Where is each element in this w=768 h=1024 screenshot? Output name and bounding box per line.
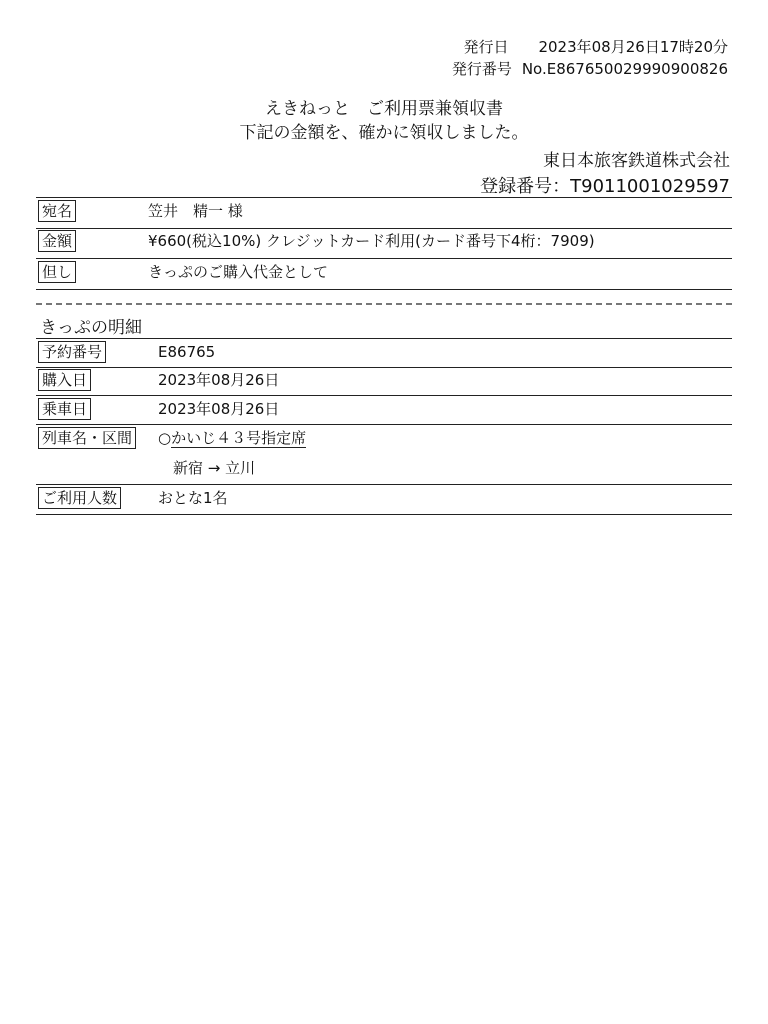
train-section-label: 列車名・区間 bbox=[38, 427, 136, 449]
receipt-title: えきねっと ご利用票兼領収書 bbox=[265, 99, 503, 119]
train-section-row bbox=[36, 425, 732, 485]
section-divider bbox=[36, 303, 732, 305]
purchase-date-value: 2023年08月26日 bbox=[158, 371, 280, 389]
reservation-row bbox=[36, 338, 732, 368]
boarding-date-label: 乗車日 bbox=[38, 398, 91, 420]
addressee-row bbox=[36, 197, 732, 229]
issue-number-line bbox=[452, 58, 728, 79]
company-name: 東日本旅客鉄道株式会社 bbox=[543, 151, 730, 171]
receipt-statement: 下記の金額を、確かに領収しました。 bbox=[239, 123, 529, 143]
issue-date-line bbox=[463, 36, 728, 57]
passengers-value: おとな1名 bbox=[158, 489, 228, 507]
purchase-date-label: 購入日 bbox=[38, 369, 91, 391]
reservation-label: 予約番号 bbox=[38, 341, 106, 363]
amount-row bbox=[36, 228, 732, 259]
passengers-label: ご利用人数 bbox=[38, 487, 121, 509]
proviso-row bbox=[36, 259, 732, 290]
route-value: 新宿 → 立川 bbox=[173, 459, 256, 477]
registration-number: 登録番号：T9011001029597 bbox=[480, 176, 730, 197]
boarding-date-row bbox=[36, 396, 732, 425]
proviso-value: きっぷのご購入代金として bbox=[148, 263, 329, 281]
addressee-label: 宛名 bbox=[38, 200, 76, 222]
purchase-date-row bbox=[36, 367, 732, 396]
passengers-row bbox=[36, 485, 732, 515]
addressee-value: 笠井 精一 様 bbox=[148, 202, 243, 220]
boarding-date-value: 2023年08月26日 bbox=[158, 400, 280, 418]
proviso-label: 但し bbox=[38, 261, 76, 283]
train-mark: ○ bbox=[158, 429, 172, 447]
issue-date-value: 2023年08月26日17時20分 bbox=[538, 38, 728, 56]
amount-value: ¥660(税込10%) クレジットカード利用(カード番号下4桁：7909) bbox=[148, 232, 595, 250]
issue-date-label: 発行日 bbox=[463, 38, 509, 56]
train-name bbox=[158, 428, 306, 448]
issue-number-value: No.E867650029990900826 bbox=[521, 60, 728, 78]
issue-number-label: 発行番号 bbox=[451, 60, 512, 78]
train-name-value: かいじ４３号指定席 bbox=[171, 429, 307, 447]
amount-label: 金額 bbox=[38, 230, 76, 252]
reservation-value: E86765 bbox=[158, 343, 216, 361]
ticket-details-heading: きっぷの明細 bbox=[40, 318, 142, 338]
